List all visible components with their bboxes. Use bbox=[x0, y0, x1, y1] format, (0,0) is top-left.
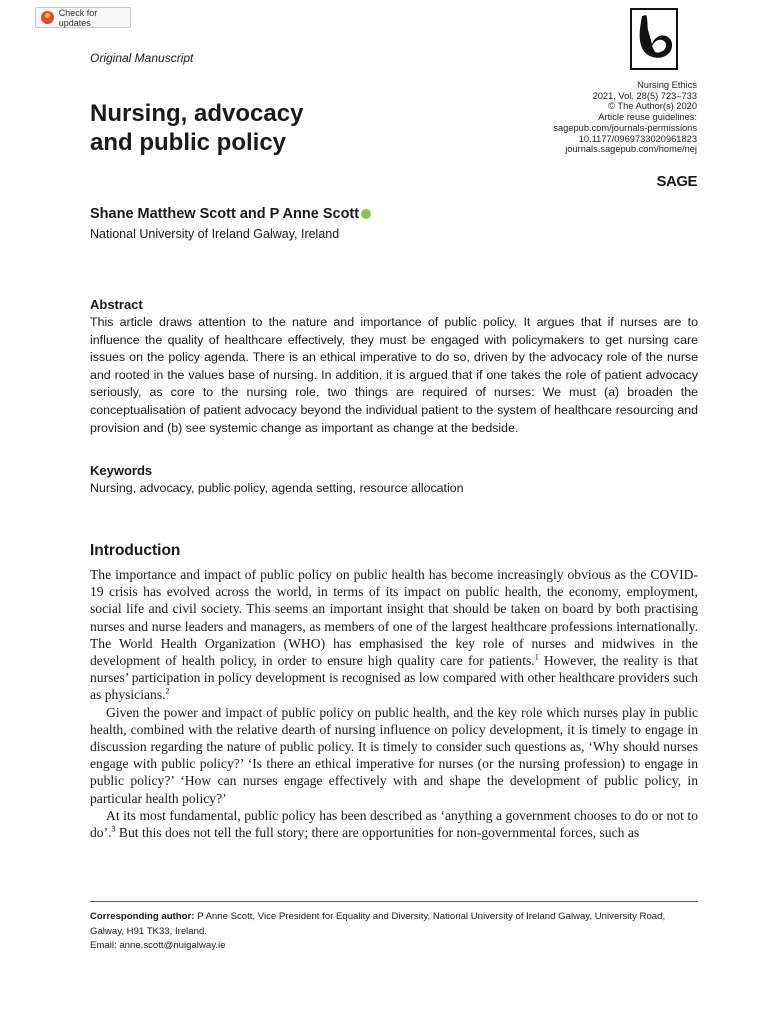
permissions-link[interactable]: sagepub.com/journals-permissions bbox=[553, 122, 697, 133]
author-list bbox=[90, 206, 371, 222]
paragraph: The importance and impact of public policy on public health has become increasingly obvious as the COVID-19 crisis has evolved across the world, in terms of its impact on public health, the economy, employment, social life and civil society. This seems an important insight that should be taken on board by both practising nurses and nurse leaders and managers, as members of one of the largest healthcare professions internationally. The World Health Organization (WHO) has emphasised the key role of nurses and midwives in the development of health policy, in order to ensure high quality care for patients.$^1$ However, the reality is that nurses’ participation in policy development is recognised as low compared with other healthcare providers such as physicians.$^2$ bbox=[90, 567, 698, 703]
footnote-divider bbox=[90, 901, 698, 902]
orcid-icon[interactable] bbox=[361, 209, 371, 219]
paragraph: Given the power and impact of public policy on public health, and the key role which nurses play in public health, combined with the relative dearth of nursing influence on policy development, it is timely to engage in discussion regarding the nature of public policy. It is timely to consider such questions as, ‘Why should nurses engage with public policy?’ ‘Is there an ethical imperative for nurses (or the nursing profession) to engage in public policy?’ ‘How can nurses engage effectively with and shape the development of public policy, in particular health policy?’ bbox=[90, 704, 698, 806]
check-for-updates-button[interactable] bbox=[35, 7, 131, 28]
paragraph: At its most fundamental, public policy has been described as ‘anything a government chooses to do or not to do’.$^3$ But this does not tell the full story; there are opportunities for non-governmental forces, such as bbox=[90, 807, 698, 841]
reference-2[interactable]: 2 bbox=[165, 686, 170, 696]
abstract-text: This article draws attention to the nature and importance of public policy. It argues that if nurses are to influence the quality of healthcare effectively, they must be engaged with policymakers to get nursing care issues on the policy agenda. There is an ethical imperative to do so, driven by the advocacy role of the nurse and rooted in the values base of nursing. In addition, it is argued that if one takes the role of patient advocacy seriously, as core to the nursing role, two things are required of nurses: We must (a) broaden the conceptualisation of patient advocacy beyond the individual patient to the system of healthcare resourcing and provision and (b) see systemic change as important as change at the bedside. bbox=[90, 315, 698, 435]
introduction-body bbox=[90, 566, 698, 841]
reference-3[interactable]: 3 bbox=[111, 824, 116, 834]
introduction-heading: Introduction bbox=[90, 542, 181, 559]
crossmark-icon bbox=[41, 11, 54, 24]
journal-logo-icon bbox=[630, 8, 678, 70]
corresponding-author: Corresponding author: P Anne Scott, Vice President for Equality and Diversity, National University of Ireland Galway, University Road, Galway, H91 TK33, Ireland. bbox=[90, 911, 666, 937]
reference-1[interactable]: 1 bbox=[534, 652, 539, 662]
journal-name: Nursing Ethics bbox=[637, 80, 697, 90]
journal-home-link[interactable]: journals.sagepub.com/home/nej bbox=[565, 144, 697, 155]
keywords-text: Nursing, advocacy, public policy, agenda setting, resource allocation bbox=[90, 481, 464, 495]
author-names: Shane Matthew Scott and P Anne Scott bbox=[90, 206, 360, 222]
affiliation: National University of Ireland Galway, Ireland bbox=[90, 227, 340, 241]
article-title bbox=[90, 99, 430, 157]
journal-volume: 2021, Vol. 28(5) 723–733 bbox=[592, 90, 697, 101]
doi-link[interactable]: 10.1177/0969733020961823 bbox=[578, 133, 697, 144]
reuse-guidelines-label: Article reuse guidelines: bbox=[598, 112, 697, 123]
check-for-updates-label: Check for updates bbox=[58, 7, 98, 28]
title-line-2: and public policy bbox=[90, 129, 287, 156]
author-email[interactable]: Email: anne.scott@nuigalway.ie bbox=[90, 940, 226, 951]
title-line-1: Nursing, advocacy bbox=[90, 100, 304, 127]
journal-metadata bbox=[553, 80, 697, 155]
abstract-heading: Abstract bbox=[90, 297, 143, 312]
publisher-logo: SAGE bbox=[656, 173, 697, 190]
article-type-label: Original Manuscript bbox=[90, 51, 194, 65]
footnote bbox=[90, 910, 700, 954]
keywords-heading: Keywords bbox=[90, 463, 153, 478]
copyright: © The Author(s) 2020 bbox=[608, 101, 697, 112]
